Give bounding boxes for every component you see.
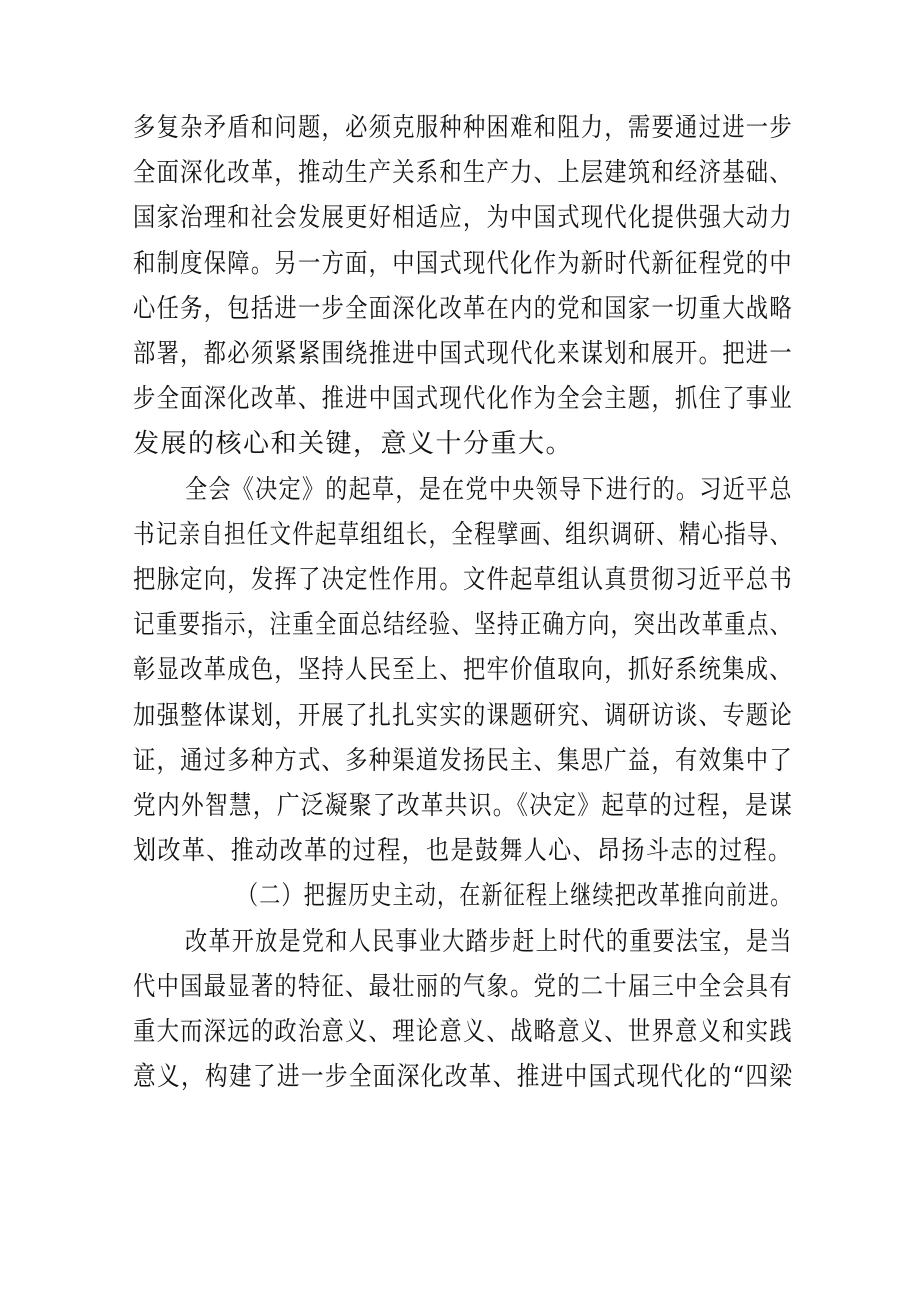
text-line: 国家治理和社会发展更好相适应，为中国式现代化提供强大动力 [133,203,793,234]
text-line: 多复杂矛盾和问题，必须克服种种困难和阻力，需要通过进一步 [133,113,793,143]
text-line: （二）把握历史主动，在新征程上继续把改革推向前进。 [237,881,793,912]
text-line: 党内外智慧，广泛凝聚了改革共识。《决定》起草的过程，是谋 [133,791,794,821]
text-line: 加强整体谋划，开展了扎扎实实的课题研究、调研访谈、专题论 [133,700,793,731]
text-line: 心任务，包括进一步全面深化改革在内的党和国家一切重大战略 [133,293,793,324]
text-line: 划改革、推动改革的过程，也是鼓舞人心、昂扬斗志的过程。 [133,836,793,867]
text-line: 全会《决定》的起草，是在党中央领导下进行的。习近平总 [185,474,793,505]
text-line: 步全面深化改革、推进中国式现代化作为全会主题，抓住了事业 [133,384,793,415]
text-line: 代中国最显著的特征、最壮丽的气象。党的二十届三中全会具有 [133,971,793,1002]
text-line: 意义，构建了进一步全面深化改革、推进中国式现代化的“四梁 [133,1062,794,1093]
text-line: 记重要指示，注重全面总结经验、坚持正确方向，突出改革重点、 [133,610,793,641]
text-line: 全面深化改革，推动生产关系和生产力、上层建筑和经济基础、 [133,158,793,189]
text-line: 把脉定向，发挥了决定性作用。文件起草组认真贯彻习近平总书 [133,565,793,595]
text-line: 改革开放是党和人民事业大踏步赶上时代的重要法宝，是当 [185,926,793,957]
text-line: 书记亲自担任文件起草组组长，全程擘画、组织调研、精心指导、 [133,519,793,550]
text-line: 部署，都必须紧紧围绕推进中国式现代化来谋划和展开。把进一 [133,339,793,369]
text-line: 彰显改革成色，坚持人民至上、把牢价值取向，抓好系统集成、 [133,655,793,686]
text-line: 证，通过多种方式、多种渠道发扬民主、集思广益，有效集中了 [133,745,793,776]
text-line: 发展的核心和关键，意义十分重大。 [133,429,574,460]
text-line: 重大而深远的政治意义、理论意义、战略意义、世界意义和实践 [133,1017,793,1047]
text-line: 和制度保障。另一方面，中国式现代化作为新时代新征程党的中 [133,248,793,279]
